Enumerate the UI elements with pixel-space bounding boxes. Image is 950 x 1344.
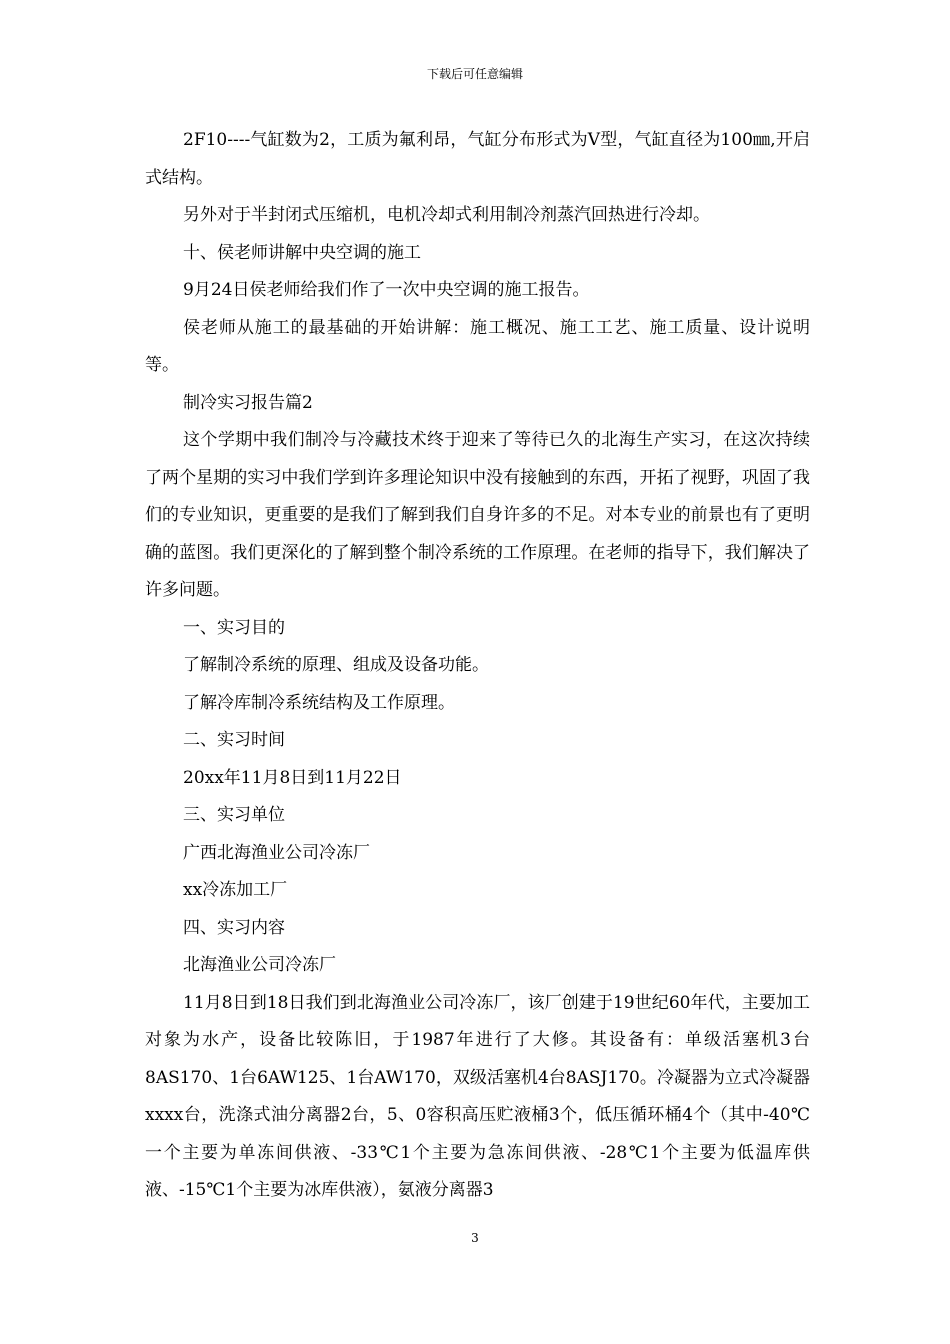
- paragraph-unit-2: xx冷冻加工厂: [183, 880, 288, 900]
- paragraph-compressor-model: 2F10----气缸数为2，工质为氟利昂，气缸分布形式为V型，气缸直径为100㎜,开启式结构。: [145, 130, 810, 188]
- paragraph-internship-intro: 这个学期中我们制冷与冷藏技术终于迎来了等待已久的北海生产实习，在这次持续了两个星期的实习中我们学到许多理论知识中没有接触到的东西，开拓了视野，巩固了我们的专业知识，更重要的是我们了解到我们自身许多的不足。对本专业的前景也有了更明确的蓝图。我们更深化的了解到整个制冷系统的工作原理。在老师的指导下，我们解决了许多问题。: [145, 430, 810, 600]
- section-heading-time: 二、实习时间: [183, 730, 285, 750]
- paragraph-construction-topics: 侯老师从施工的最基础的开始讲解：施工概况、施工工艺、施工质量、设计说明等。: [145, 317, 810, 375]
- paragraph-report-date: 9月24日侯老师给我们作了一次中央空调的施工报告。: [183, 280, 590, 300]
- paragraph-semi-hermetic-note: 另外对于半封闭式压缩机，电机冷却式利用制冷剂蒸汽回热进行冷却。: [183, 205, 710, 225]
- report-title-part-2: 制冷实习报告篇2: [183, 392, 313, 413]
- page-number: 3: [471, 1231, 479, 1245]
- paragraph-unit-1: 广西北海渔业公司冷冻厂: [183, 842, 370, 863]
- subsection-heading-beihai-plant: 北海渔业公司冷冻厂: [183, 955, 336, 975]
- section-heading-unit: 三、实习单位: [183, 805, 285, 825]
- paragraph-beihai-plant-details: 11月8日到18日我们到北海渔业公司冷冻厂，该厂创建于19世纪60年代，主要加工对象为水产，设备比较陈旧，于1987年进行了大修。其设备有：单级活塞机3台8AS170、1台6AW125、1台AW170，双级活塞机4台8ASJ170。冷凝器为立式冷凝器xxxx台，洗涤式油分离器2台，5、0容积高压贮液桶3个，低压循环桶4个（其中-40℃一个主要为单冻间供液、-33℃1个主要为急冻间供液、-28℃1个主要为低温库供液、-15℃1个主要为冰库供液），氨液分离器3: [145, 992, 810, 1200]
- document-body: [145, 122, 810, 1210]
- section-heading-purpose: 一、实习目的: [183, 617, 285, 638]
- paragraph-purpose-1: 了解制冷系统的原理、组成及设备功能。: [183, 655, 489, 675]
- section-heading-central-ac: 十、侯老师讲解中央空调的施工: [183, 242, 421, 263]
- section-heading-content: 四、实习内容: [183, 917, 285, 938]
- paragraph-time-range: 20xx年11月8日到11月22日: [183, 767, 402, 788]
- page-header: 下载后可任意编辑: [426, 67, 523, 81]
- paragraph-purpose-2: 了解冷库制冷系统结构及工作原理。: [183, 692, 455, 713]
